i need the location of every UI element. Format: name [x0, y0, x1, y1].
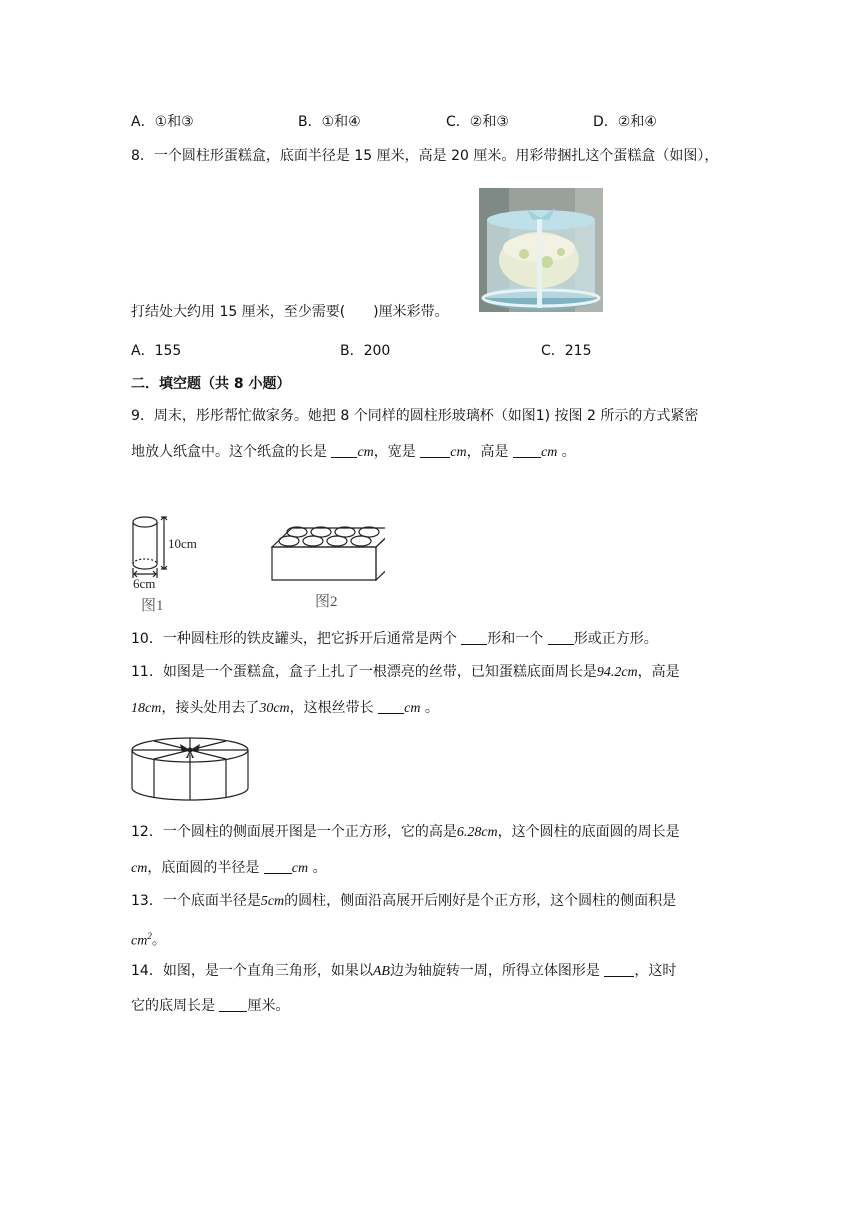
q12-unit: cm	[481, 825, 498, 840]
q11-unit: cm	[273, 701, 290, 716]
q12-text: 。	[312, 860, 327, 876]
q11-line-1	[131, 662, 680, 683]
q12-blank	[264, 859, 292, 874]
q11-blank	[378, 699, 404, 714]
q13-text: 13．一个底面半径是	[131, 893, 261, 909]
q14-text: 它的底周长是	[131, 998, 215, 1014]
q9-line-2	[131, 442, 576, 463]
q8-option-a: A．155	[131, 343, 182, 359]
q9-text: ，宽是	[373, 444, 416, 460]
q12-text: ，这个圆柱的底面圆的周长是	[497, 824, 680, 840]
q10-blank-2	[548, 630, 574, 645]
q11-text: ，接头处用去了	[161, 700, 260, 716]
q13-unit: cm	[267, 894, 285, 909]
q12-text: ，底面圆的半径是	[147, 860, 260, 876]
q14-text: 厘米。	[247, 998, 290, 1014]
q10-text: 形或正方形。	[573, 631, 658, 647]
q14-line-1	[131, 961, 676, 982]
q7-option-b: B．①和④	[298, 114, 361, 130]
q7-option-c: C．②和③	[446, 114, 509, 130]
q13-line-2	[131, 926, 166, 952]
q13-radius: 5	[260, 894, 268, 909]
q9-blank-width	[420, 443, 450, 458]
q9-diameter-label: 6cm	[133, 576, 156, 591]
q8-option-b: B．200	[340, 343, 391, 359]
q9-text: 。	[561, 444, 576, 460]
q10-text: 10．一种圆柱形的铁皮罐头，把它拆开后通常是两个	[131, 631, 457, 647]
q13-text: 的圆柱，侧面沿高展开后刚好是个正方形，这个圆柱的侧面积是	[284, 893, 677, 909]
q11-knot: 30	[259, 701, 274, 716]
q11-text: 11．如图是一个蛋糕盒，盒子上扎了一根漂亮的丝带，已知蛋糕底面周长是	[131, 664, 597, 680]
section-heading: 二．填空题（共 8 小题）	[131, 376, 291, 392]
q8-stem: 8．一个圆柱形蛋糕盒，底面半径是 15 厘米，高是 20 厘米。用彩带捆扎这个蛋糕盒（如图），	[131, 148, 719, 164]
q8-continuation: 打结处大约用 15 厘米，至少需要( )厘米彩带。	[131, 304, 449, 320]
q11-unit: cm	[145, 701, 162, 716]
q11-line-2	[131, 698, 439, 719]
q14-text: 边为轴旋转一周，所得立体图形是	[389, 963, 600, 979]
q12-unit: cm	[131, 861, 148, 876]
q12-unit: cm	[291, 861, 309, 876]
q11-text: 。	[424, 700, 439, 716]
q7-option-a: A．①和③	[131, 114, 194, 130]
q14-text: ，这时	[634, 963, 677, 979]
q14-line-2	[131, 996, 289, 1016]
cake-box-photo	[479, 188, 603, 312]
q12-text: 12．一个圆柱的侧面展开图是一个正方形，它的高是	[131, 824, 457, 840]
q8-option-c: C．215	[541, 343, 592, 359]
q13-superscript: 2	[147, 931, 152, 941]
q9-text: ，高是	[466, 444, 509, 460]
q9-unit: cm	[541, 445, 558, 460]
q13-text: 。	[151, 932, 166, 949]
cake-box-diagram	[128, 732, 252, 802]
cylinder-figure	[133, 517, 167, 578]
box-figure	[272, 527, 385, 580]
q9-blank-height	[513, 443, 541, 458]
q10-text: 形和一个	[487, 631, 544, 647]
q9-fig1-label: 图1	[141, 598, 164, 614]
q13-unit: cm	[131, 933, 148, 949]
q10-line	[131, 629, 658, 649]
q14-text: 14．如图，是一个直角三角形，如果以	[131, 963, 373, 979]
q12-height: 6.28	[456, 825, 482, 840]
q9-unit: cm	[450, 445, 467, 460]
q11-circumference: 94.2	[596, 665, 622, 680]
q9-height-label: 10cm	[168, 536, 197, 551]
q11-unit: cm	[404, 701, 421, 716]
q9-text: 地放人纸盒中。这个纸盒的长是	[131, 444, 327, 460]
q14-blank-2	[219, 997, 247, 1012]
q12-line-2	[131, 858, 327, 879]
q14-ab: AB	[372, 964, 390, 979]
q9-line-1: 9．周末，彤彤帮忙做家务。她把 8 个同样的圆柱形玻璃杯（如图1) 按图 2 所示的方式紧密	[131, 408, 699, 424]
q9-fig2-label: 图2	[315, 594, 338, 610]
q9-blank-length	[331, 443, 357, 458]
q10-blank-1	[461, 630, 487, 645]
q9-figures	[125, 510, 385, 614]
q7-option-d: D．②和④	[593, 114, 657, 130]
q13-line-1	[131, 891, 676, 912]
q11-unit: cm	[621, 665, 638, 680]
q11-text: ，这根丝带长	[289, 700, 374, 716]
q9-unit: cm	[357, 445, 374, 460]
q11-height: 18	[131, 701, 145, 716]
q11-text: ，高是	[637, 664, 680, 680]
q14-blank-1	[604, 962, 634, 977]
q12-line-1	[131, 822, 680, 843]
